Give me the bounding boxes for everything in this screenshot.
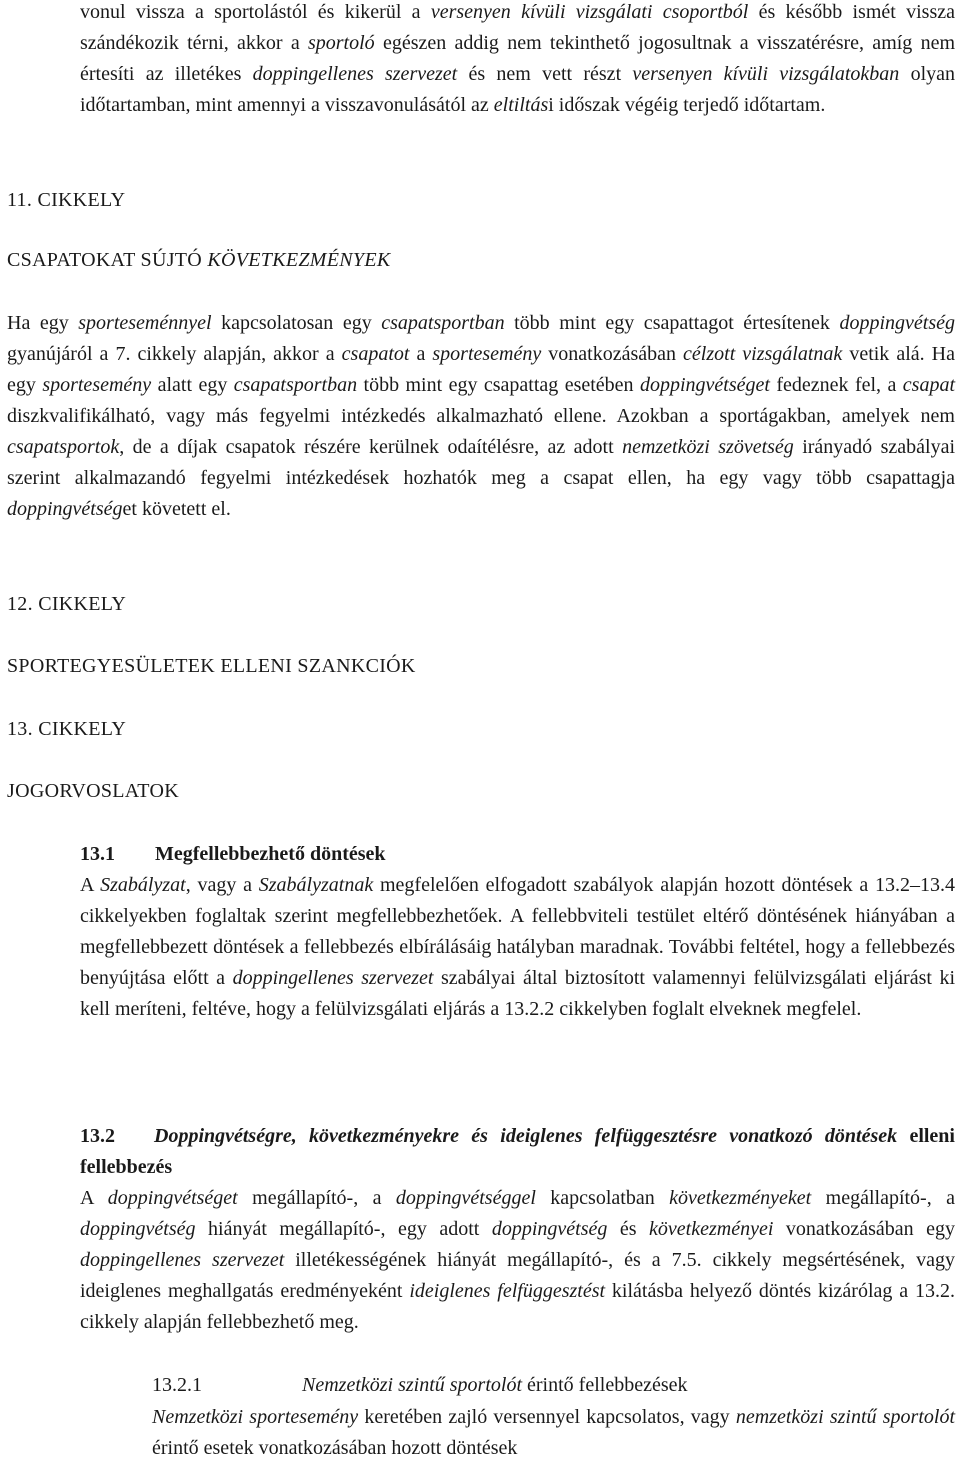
italic-term: doppingvétséggel: [395, 1187, 536, 1209]
italic-term: doppingellenes szervezet: [80, 1249, 285, 1271]
italic-term: Doppingvétségre, következményekre és ideiglenes felfüggesztésre vonatkozó döntések: [154, 1125, 898, 1147]
article-11-title-italic: KÖVETKEZMÉNYEK: [207, 249, 391, 271]
section-13-2-1-heading: Nemzetközi szintű sportolót érintő fellebbezések: [302, 1374, 688, 1396]
italic-term: csapatsportok: [7, 436, 120, 458]
italic-term: csapatsportban: [381, 312, 505, 334]
italic-term: csapatsportban: [233, 374, 358, 396]
italic-term: versenyen kívüli vizsgálati csoportból: [430, 1, 749, 23]
italic-term: csapat: [902, 374, 955, 396]
italic-term: doppingvétség: [839, 312, 955, 334]
italic-term: következményei: [649, 1218, 774, 1240]
article-11-title-plain: CSAPATOKAT SÚJTÓ: [7, 249, 208, 271]
section-13-2-number: 13.2: [80, 1125, 115, 1147]
article-13-title: JOGORVOSLATOK: [7, 780, 179, 802]
italic-term: nemzetközi szintű sportolót: [735, 1406, 955, 1428]
section-13-2-1-number: 13.2.1: [152, 1374, 202, 1396]
article-11-body: Ha egy sporteseménnyel kapcsolatosan egy csapatsportban több mint egy csapattagot értesítenek doppingvétség gyanújáról a 7. cikkely alapján, akkor a csapatot a sportesemény vonatkozásában célzott vizsgálatnak vetik alá. Ha egy sportesemény alatt egy csapatsportban több mint egy csapattag esetében doppingvétséget fedeznek fel, a csapat diszkvalifikálható, vagy más fegyelmi intézkedés alkalmazható ellene. Azokban a sportágakban, amelyek nem csapatsportok, de a díjak csapatok részére kerülnek odaítélésre, az adott nemzetközi szövetség irányadó szabályai szerint alkalmazandó fegyelmi intézkedések hozhatók meg a csapat ellen, ha egy vagy több csapattagja doppingvétséget követett el.: [7, 312, 956, 520]
italic-term: doppingvétség: [7, 498, 123, 520]
section-13-2-body: A doppingvétséget megállapító-, a doppingvétséggel kapcsolatban következményeket megállapító-, a doppingvétség hiányát megállapító-, egy adott doppingvétség és következményei vonatkozásában egy doppingellenes szervezet illetékességének hiányát megállapító-, és a 7.5. cikkely megsértésének, vagy ideiglenes meghallgatás eredményeként ideiglenes felfüggesztést kilátásba helyező döntés kizárólag a 13.2. cikkely alapján fellebbezhető meg.: [80, 1187, 956, 1333]
section-13-2-heading: Doppingvétségre, következményekre és ideiglenes felfüggesztésre vonatkozó döntések elleni fellebbezés: [80, 1125, 955, 1178]
italic-term: sporteseménnyel: [78, 312, 212, 334]
italic-term: doppingellenes szervezet: [232, 967, 434, 989]
italic-term: Szabályzatnak: [258, 874, 374, 896]
italic-term: sportesemény: [432, 343, 542, 365]
article-11-title: [7, 246, 390, 274]
italic-term: doppingvétség: [491, 1218, 608, 1240]
italic-term: célzott vizsgálatnak: [683, 343, 843, 365]
italic-term: doppingvétséget: [639, 374, 770, 396]
italic-term: versenyen kívüli vizsgálatokban: [632, 63, 900, 85]
section-13-2-1-body: Nemzetközi sportesemény keretében zajló versennyel kapcsolatos, vagy nemzetközi szintű sportolót érintő esetek vonatkozásában hozott döntések: [152, 1406, 955, 1459]
italic-term: Szabályzat: [100, 874, 186, 896]
italic-term: doppingvétséget: [107, 1187, 238, 1209]
italic-term: doppingvétség: [80, 1218, 196, 1240]
italic-term: Nemzetközi sportesemény: [152, 1406, 359, 1428]
continuation-paragraph: vonul vissza a sportolástól és kikerül a versenyen kívüli vizsgálati csoportból és később ismét vissza szándékozik térni, akkor a sportoló egészen addig nem tekinthető jogosultnak a visszatérésre, amíg nem értesíti az illetékes doppingellenes szervezet és nem vett részt versenyen kívüli vizsgálatokban olyan időtartamban, mint amennyi a visszavonulásától az eltiltási időszak végéig terjedő időtartam.: [80, 1, 955, 116]
italic-term: Nemzetközi szintű sportolót: [302, 1374, 523, 1396]
italic-term: ideiglenes felfüggesztést: [409, 1280, 606, 1302]
italic-term: csapatot: [341, 343, 410, 365]
italic-term: sportesemény: [42, 374, 152, 396]
section-13-1-number: 13.1: [80, 843, 115, 865]
article-12-title: SPORTEGYESÜLETEK ELLENI SZANKCIÓK: [7, 655, 416, 677]
article-11-number: 11. CIKKELY: [7, 189, 126, 211]
italic-term: doppingellenes szervezet: [252, 63, 458, 85]
italic-term: nemzetközi szövetség: [622, 436, 794, 458]
italic-term: következményeket: [669, 1187, 812, 1209]
section-13-1-heading: Megfellebbezhető döntések: [155, 843, 386, 865]
italic-term: sportoló: [307, 32, 375, 54]
article-13-number: 13. CIKKELY: [7, 718, 127, 740]
italic-term: eltiltás: [493, 94, 549, 116]
section-13-1-body: A Szabályzat, vagy a Szabályzatnak megfelelően elfogadott szabályok alapján hozott döntések a 13.2–13.4 cikkelyekben foglaltak szerint megfellebbezhetőek. A fellebbviteli testület eltérő döntésének hiányában a megfellebbezett döntések a fellebbezés elbírálásáig hatályban maradnak. További feltétel, hogy a fellebbezés benyújtása előtt a doppingellenes szervezet szabályai által biztosított valamennyi felülvizsgálati eljárást ki kell meríteni, feltéve, hogy a felülvizsgálati eljárás a 13.2.2 cikkelyben foglalt elveknek megfelel.: [80, 874, 956, 1020]
article-12-number: 12. CIKKELY: [7, 593, 127, 615]
